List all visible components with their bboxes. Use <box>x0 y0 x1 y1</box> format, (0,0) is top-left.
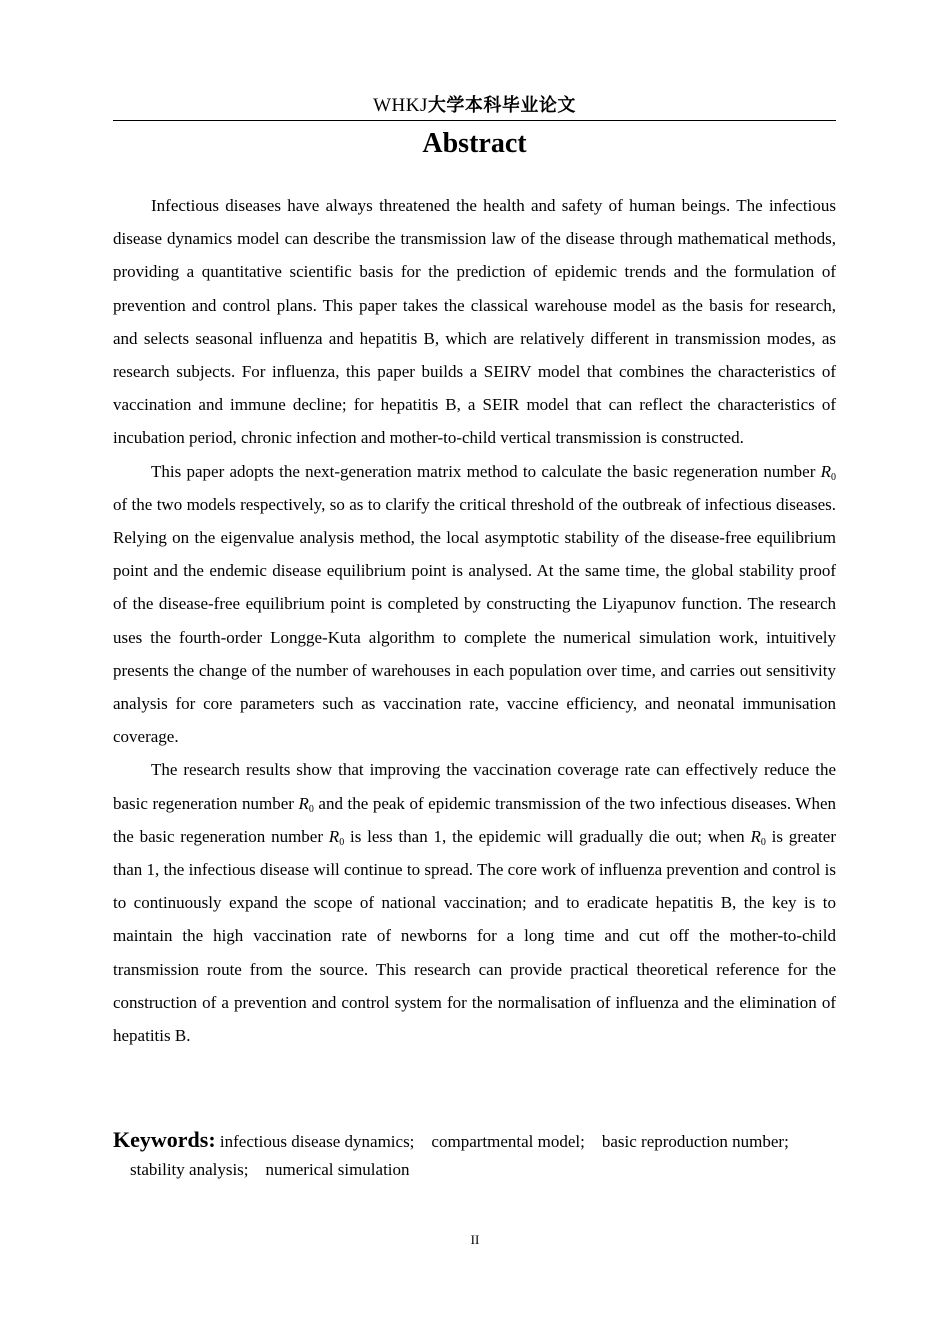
page-title: Abstract <box>422 128 527 159</box>
keyword-item: stability analysis; <box>130 1160 249 1179</box>
paragraph-text: and the peak of epidemic transmission of the two infectious diseases. When the basic regeneration number <box>113 793 836 846</box>
paragraph-text: This paper adopts the next-generation matrix method to calculate the basic regeneration number <box>151 461 821 481</box>
paragraph-text: Infectious diseases have always threatened the health and safety of human beings. The infectious disease dynamics model can describe the transmission law of the disease through mathematical methods, providing a quantitative scientific basis for the prediction of epidemic trends and the formulation of prevention and control plans. This paper takes the classical warehouse model as the basis for research, and selects seasonal influenza and hepatitis B, which are relatively different in transmission modes, as research subjects. For influenza, this paper builds a SEIRV model that combines the characteristics of vaccination and immune decline; for hepatitis B, a SEIR model that can reflect the characteristics of incubation period, chronic infection and mother-to-child vertical transmission is constructed. <box>113 196 836 448</box>
paragraph-1 <box>113 189 836 455</box>
abstract-body <box>113 189 836 1052</box>
r0-symbol: $R_0$ <box>750 826 766 848</box>
r0-symbol: $R_0$ <box>820 461 836 483</box>
keyword-item: compartmental model; <box>431 1132 585 1151</box>
header-latin: WHKJ <box>373 95 428 116</box>
paragraph-2 <box>113 455 836 754</box>
page-number: II <box>470 1232 480 1247</box>
running-header <box>113 94 836 121</box>
paragraph-text: The research results show that improving the vaccination coverage rate can effectively reduce the basic regeneration number <box>113 760 836 813</box>
paragraph-text: is greater than 1, the infectious disease will continue to spread. The core work of influenza prevention and control is to continuously expand the scope of national vaccination; and to eradicate hepatitis B, the key is to maintain the high vaccination rate of newborns for a long time and cut off the mother-to-child transmission route from the source. This research can provide practical theoretical reference for the construction of a prevention and control system for the normalisation of influenza and the elimination of hepatitis B. <box>113 826 836 1046</box>
keywords-section <box>113 1126 836 1184</box>
r0-symbol: $R_0$ <box>298 793 314 815</box>
keyword-item: basic reproduction number; <box>601 1132 789 1151</box>
keyword-item: numerical simulation <box>265 1160 410 1179</box>
paragraph-text: is less than 1, the epidemic will gradually die out; when <box>344 826 751 846</box>
paragraph-3 <box>113 753 836 1052</box>
keywords-label: Keywords: <box>113 1127 216 1152</box>
header-chinese: 大学本科毕业论文 <box>427 95 576 116</box>
paragraph-text: of the two models respectively, so as to clarify the critical threshold of the outbreak of infectious diseases. Relying on the eigenvalue analysis method, the local asymptotic stability of the disease-free equilibrium point and the endemic disease equilibrium point is analysed. At the same time, the global stability proof of the disease-free equilibrium point is completed by constructing the Liyapunov function. The research uses the fourth-order Longge-Kuta algorithm to complete the numerical simulation work, intuitively presents the change of the number of warehouses in each population over time, and carries out sensitivity analysis for core parameters such as vaccination rate, vaccine efficiency, and neonatal immunisation coverage. <box>113 494 836 747</box>
keyword-item: infectious disease dynamics; <box>219 1132 415 1151</box>
r0-symbol: $R_0$ <box>328 826 345 848</box>
